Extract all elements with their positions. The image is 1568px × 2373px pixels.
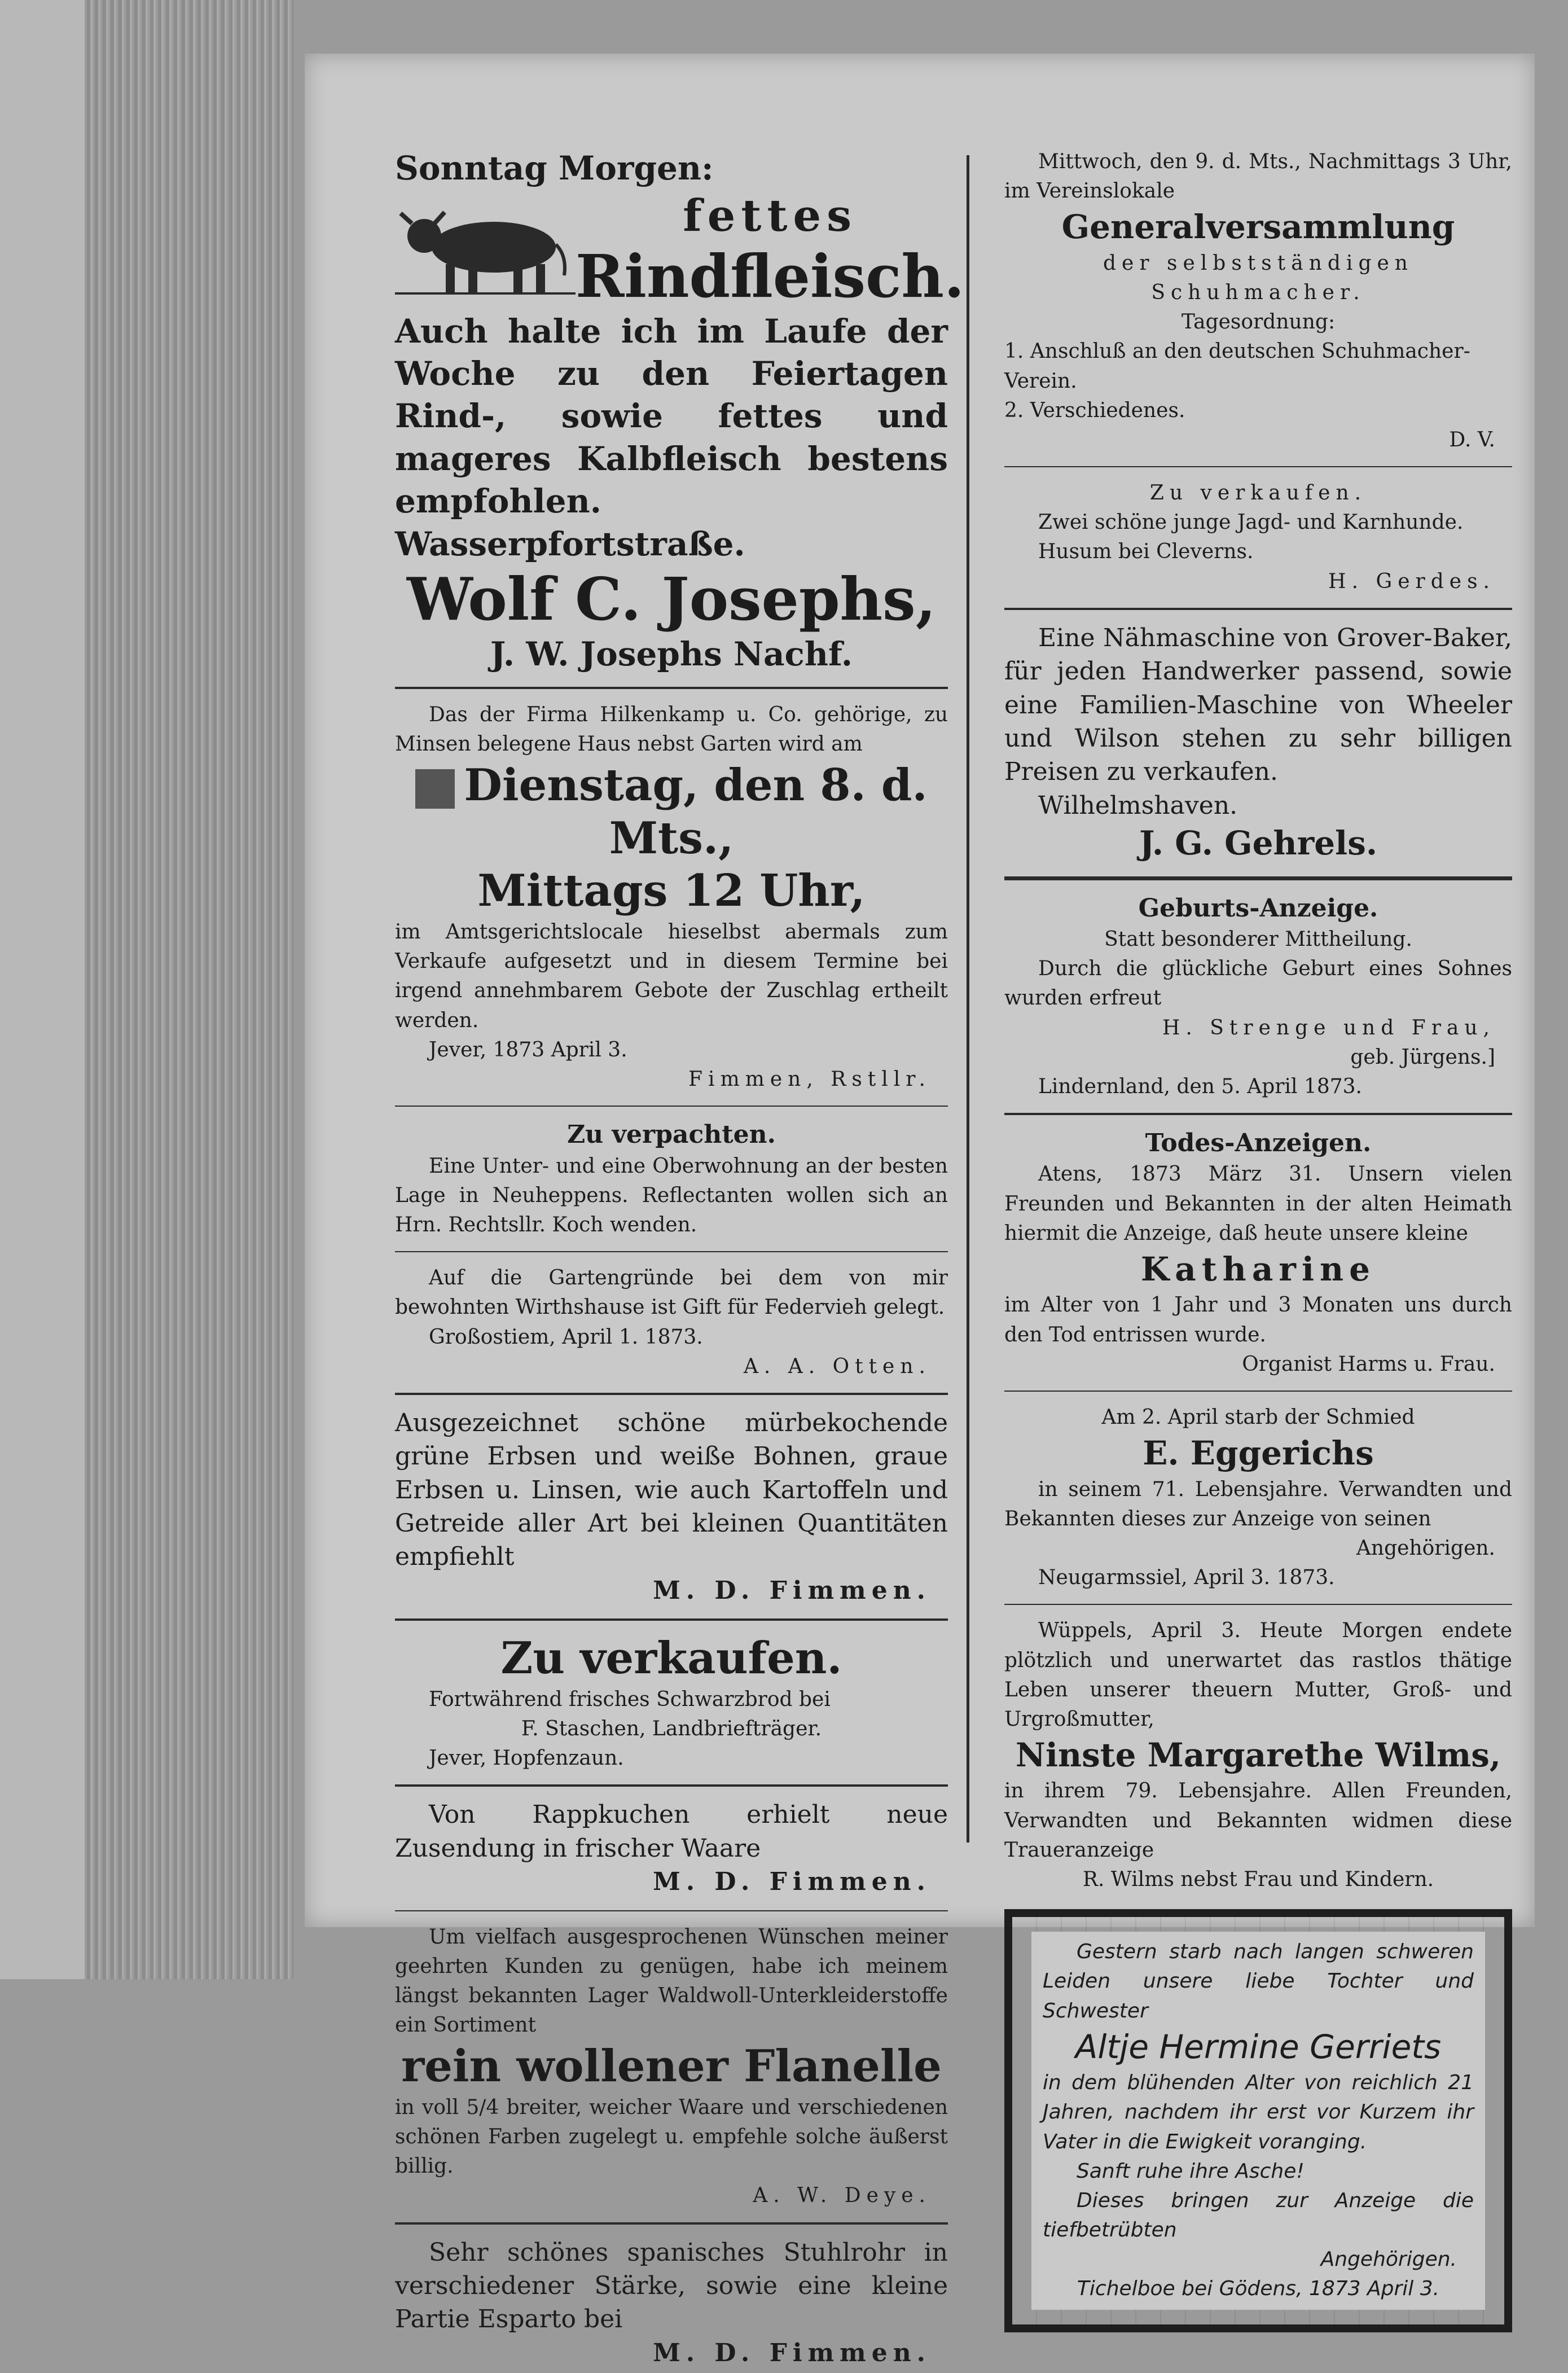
ad-address: Wasserpfortstraße.	[395, 524, 745, 563]
ad-headline-a: fettes	[683, 190, 858, 242]
ad-body: Gestern starb nach langen schweren Leiden unsere liebe Tochter und Schwester	[1043, 1940, 1474, 2023]
ad-body: Auf die Gartengründe bei dem von mir bewohnten Wirthshause ist Gift für Federvieh gelegt.	[395, 1266, 948, 1319]
ad-todes-wilms	[1004, 1613, 1512, 1898]
ad-date: Dienstag, den 8. d. Mts.,	[464, 760, 928, 864]
ad-body: Ausgezeichnet schöne mürbekochende grüne Erbsen und weiße Bohnen, graue Erbsen u. Linsen, wie auch Kartoffeln und Getreide aller Art bei kleinen Quantitäten empfiehlt	[395, 1408, 948, 1572]
ad-name: Wolf C. Josephs,	[407, 564, 936, 634]
ad-sub: der selbstständigen Schuhmacher.	[1103, 251, 1413, 304]
divider	[395, 687, 948, 689]
ad-signature: Angehörigen.	[1356, 1536, 1495, 1560]
ad-body: Wüppels, April 3. Heute Morgen endete plötzlich und unerwartet das rastlos thätige Leben unserer theuern Mutter, Groß- und Urgroßmutter,	[1004, 1619, 1512, 1731]
ad-title: Zu verkaufen.	[500, 1633, 842, 1685]
ad-body: Auch halte ich im Laufe der Woche zu den Feiertagen Rind-, sowie fettes und mageres Kalbfleisch bestens empfohlen.	[395, 312, 948, 521]
ad-body: Sehr schönes spanisches Stuhlrohr in verschiedener Stärke, sowie eine kleine Partie Esparto bei	[395, 2238, 948, 2334]
ad-sub: J. W. Josephs Nachf.	[490, 634, 853, 673]
ad-flanelle	[395, 1919, 948, 2214]
ad-agenda-item: 2. Verschiedenes.	[1004, 398, 1185, 422]
ad-title: Generalversammlung	[1061, 208, 1455, 247]
ad-name: Ninste Margarethe Wilms,	[1015, 1736, 1501, 1775]
ad-signature: F. Staschen, Landbriefträger.	[521, 1717, 822, 1741]
ad-generalversammlung	[1004, 144, 1512, 458]
book-cover-edge	[0, 0, 85, 1979]
divider	[1004, 876, 1512, 880]
ad-agenda-label: Tagesordnung:	[1181, 310, 1336, 334]
ad-signature-2: geb. Jürgens.]	[1350, 1045, 1495, 1069]
ad-place-date: Neugarmssiel, April 3. 1873.	[1038, 1566, 1335, 1590]
ad-body: Atens, 1873 März 31. Unsern vielen Freunden und Bekannten in der alten Heimath hiermit die Anzeige, daß heute unsere kleine	[1004, 1163, 1512, 1245]
ad-place-date: Großostiem, April 1. 1873.	[429, 1325, 703, 1349]
ad-intro: Das der Firma Hilkenkamp u. Co. gehörige, zu Minsen belegene Haus nebst Garten wird am	[395, 703, 948, 756]
divider	[395, 1251, 948, 1252]
ad-geburt	[1004, 888, 1512, 1106]
ad-erbsen	[395, 1403, 948, 1611]
ad-body: Fortwährend frisches Schwarzbrod bei	[429, 1687, 831, 1711]
ad-signature: Fimmen, Rstllr.	[688, 1068, 931, 1091]
divider	[1004, 1113, 1512, 1115]
divider	[395, 1618, 948, 1621]
ad-kicker: Sonntag Morgen:	[395, 149, 714, 187]
divider	[395, 1784, 948, 1787]
ad-title: Todes-Anzeigen.	[1145, 1129, 1372, 1158]
divider	[395, 1393, 948, 1395]
left-column	[395, 144, 965, 2373]
ad-signature: Angehörigen.	[1320, 2248, 1457, 2271]
ad-schwarzbrod	[395, 1629, 948, 1777]
ad-signature: A. W. Deye.	[753, 2184, 931, 2208]
ad-intro: Am 2. April starb der Schmied	[1101, 1405, 1415, 1429]
divider	[395, 1910, 948, 1911]
divider	[395, 1106, 948, 1107]
ad-signature: M. D. Fimmen.	[653, 1576, 931, 1605]
ad-place-date: Jever, 1873 April 3.	[429, 1038, 627, 1062]
divider	[1004, 1604, 1512, 1605]
ad-title: Geburts-Anzeige.	[1138, 893, 1378, 923]
ad-signature: H. Gerdes.	[1328, 569, 1495, 593]
ad-signature: A. A. Otten.	[743, 1354, 931, 1378]
ad-todes-katharine	[1004, 1123, 1512, 1383]
right-column	[1004, 144, 1512, 2332]
ad-rappkuchen	[395, 1795, 948, 1902]
ad-agenda-item: 1. Anschluß an den deutschen Schuhmacher-Verein.	[1004, 340, 1470, 393]
ad-signature: Organist Harms u. Frau.	[1242, 1352, 1495, 1376]
column-divider	[967, 155, 969, 1843]
ad-hausverkauf	[395, 697, 948, 1098]
ad-body: im Amtsgerichtslocale hieselbst abermals zum Verkaufe aufgesetzt und in diesem Termine bei irgend annehmbarem Gebote der Zuschlag ertheilt werden.	[395, 920, 948, 1032]
ad-body: Eine Nähmaschine von Grover-Baker, für jeden Handwerker passend, sowie eine Familien-Maschine von Wheeler und Wilson stehen zu sehr billigen Preisen zu verkaufen.	[1004, 623, 1512, 787]
ad-title: Zu verkaufen.	[1149, 481, 1367, 505]
ad-naehmaschine	[1004, 618, 1512, 869]
ad-name: E. Eggerichs	[1143, 1434, 1374, 1473]
ad-todes-eggerichs	[1004, 1400, 1512, 1596]
ad-signature: M. D. Fimmen.	[653, 2338, 931, 2367]
ad-name: Katharine	[1140, 1250, 1376, 1289]
divider	[1004, 1391, 1512, 1392]
ad-body-2: im Alter von 1 Jahr und 3 Monaten uns durch den Tod entrissen wurde.	[1004, 1293, 1512, 1346]
divider	[395, 2222, 948, 2225]
ad-body: in seinem 71. Lebensjahre. Verwandten und Bekannten dieses zur Anzeige von seinen	[1004, 1477, 1512, 1530]
ad-body: Um vielfach ausgesprochenen Wünschen meiner geehrten Kunden zu genügen, habe ich meinem längst bekannten Lager Waldwoll-Unterkleiderstoffe ein Sortiment	[395, 1925, 948, 2037]
divider	[1004, 608, 1512, 610]
newspaper-page	[305, 54, 1535, 2367]
ad-rindfleisch	[395, 144, 965, 679]
ad-sub: Statt besonderer Mittheilung.	[1104, 927, 1412, 951]
ad-body: Eine Unter- und eine Oberwohnung an der besten Lage in Neuheppens. Reflectanten wollen sich an Hrn. Rechtsllr. Koch wenden.	[395, 1154, 948, 1236]
ad-body: Durch die glückliche Geburt eines Sohnes wurden erfreut	[1004, 957, 1512, 1010]
ad-title: Zu verpachten.	[567, 1120, 776, 1150]
ad-body-3: Dieses bringen zur Anzeige die tiefbetrübten	[1043, 2188, 1474, 2242]
ad-name: Altje Hermine Gerriets	[1075, 2027, 1442, 2066]
ad-body: Zwei schöne junge Jagd- und Karnhunde.	[1038, 511, 1464, 534]
ad-signature: M. D. Fimmen.	[653, 1867, 931, 1897]
ad-product: rein wollener Flanelle	[401, 2041, 942, 2093]
ox-icon	[395, 202, 576, 298]
ad-signature: J. G. Gehrels.	[1139, 824, 1378, 863]
ad-date-row	[395, 759, 948, 865]
ad-body-2: in ihrem 79. Lebensjahre. Allen Freunden, Verwandten und Bekannten widmen diese Traueranzeige	[1004, 1779, 1512, 1862]
ad-time: Mittags 12 Uhr,	[477, 865, 866, 917]
ad-line: Sanft ruhe ihre Asche!	[1077, 2159, 1305, 2183]
ad-stuhlrohr	[395, 2232, 948, 2373]
ad-verpachten	[395, 1115, 948, 1243]
divider	[1004, 466, 1512, 467]
ad-signature: R. Wilms nebst Frau und Kindern.	[1082, 1868, 1434, 1892]
ad-place-date: Lindernland, den 5. April 1873.	[1038, 1074, 1362, 1098]
ad-gift	[395, 1260, 948, 1385]
ad-signature: D. V.	[1449, 428, 1495, 451]
ad-body-2: in voll 5/4 breiter, weicher Waare und verschiedenen schönen Farben zugelegt u. empfehle solche äußerst billig.	[395, 2095, 948, 2178]
ad-headline-b: Rindfleisch.	[576, 241, 965, 311]
ad-jagdhunde	[1004, 475, 1512, 600]
ad-headline-row	[395, 190, 965, 311]
ad-intro: Mittwoch, den 9. d. Mts., Nachmittags 3 Uhr, im Vereinslokale	[1004, 150, 1512, 203]
ad-body: Von Rappkuchen erhielt neue Zusendung in frischer Waare	[395, 1800, 948, 1863]
ad-place: Wilhelmshaven.	[1038, 791, 1238, 820]
ad-place-date: Tichelboe bei Gödens, 1873 April 3.	[1077, 2277, 1440, 2301]
mourning-border-box	[1004, 1909, 1512, 2332]
ad-body-2: in dem blühenden Alter von reichlich 21 Jahren, nachdem ihr erst vor Kurzem ihr Vater in die Ewigkeit voranging.	[1043, 2071, 1474, 2153]
ad-place: Jever, Hopfenzaun.	[429, 1747, 624, 1770]
ad-signature: H. Strenge und Frau,	[1162, 1016, 1495, 1039]
pointing-hand-icon	[415, 769, 455, 809]
ad-place: Husum bei Cleverns.	[1038, 540, 1254, 564]
mourning-content	[1031, 1932, 1485, 2309]
